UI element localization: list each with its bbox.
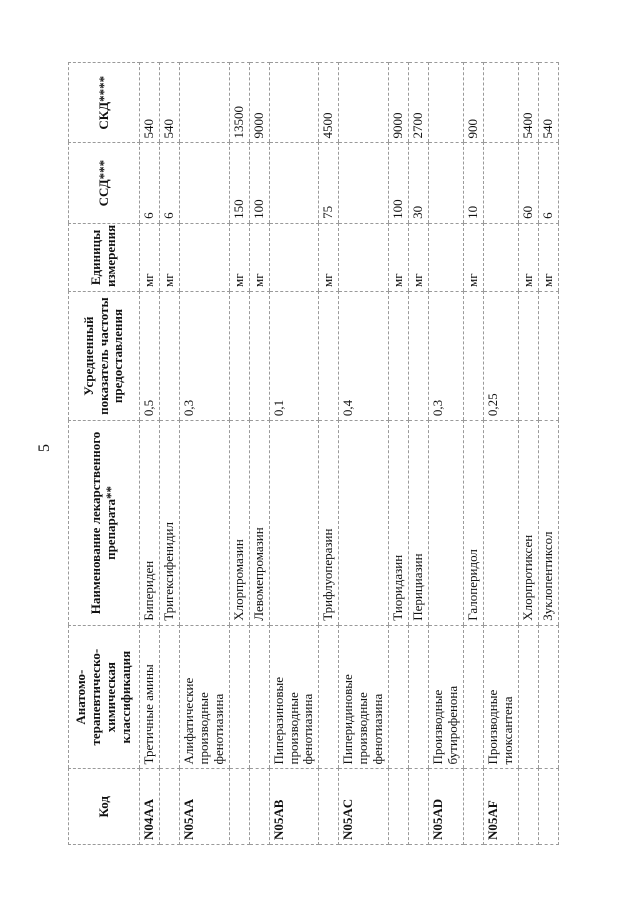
cell-code [249, 769, 269, 845]
table-header-row [69, 63, 140, 845]
cell-unit: мг [319, 223, 339, 291]
cell-frequency [319, 292, 339, 421]
cell-frequency [518, 292, 538, 421]
cell-ssd: 100 [249, 143, 269, 223]
cell-drug: Тиоридазин [389, 421, 409, 626]
cell-code [518, 769, 538, 845]
header-skd: СКД**** [69, 63, 140, 143]
cell-ssd [339, 143, 389, 223]
cell-drug: Хлорпромазин [229, 421, 249, 626]
table-row [179, 63, 229, 845]
cell-unit: мг [463, 223, 483, 291]
cell-class: Производные бутирофенона [429, 625, 464, 769]
cell-code [463, 769, 483, 845]
cell-skd: 9000 [389, 63, 409, 143]
cell-class [409, 625, 429, 769]
table-row [229, 63, 249, 845]
cell-frequency [463, 292, 483, 421]
cell-class [159, 625, 179, 769]
cell-code: N05AA [179, 769, 229, 845]
drug-table [68, 62, 559, 845]
cell-frequency [389, 292, 409, 421]
cell-class [229, 625, 249, 769]
cell-unit: мг [140, 223, 160, 291]
cell-ssd: 6 [140, 143, 160, 223]
cell-drug: Левомепромазин [249, 421, 269, 626]
cell-class: Алифатические производные фенотиазина [179, 625, 229, 769]
cell-skd: 900 [463, 63, 483, 143]
cell-ssd [429, 143, 464, 223]
cell-ssd [179, 143, 229, 223]
table-row [538, 63, 558, 845]
cell-unit [269, 223, 319, 291]
cell-skd: 540 [538, 63, 558, 143]
cell-skd: 9000 [249, 63, 269, 143]
cell-class: Пиперидиновые производные фенотиазина [339, 625, 389, 769]
table-row [269, 63, 319, 845]
header-ssd: ССД*** [69, 143, 140, 223]
cell-skd: 13500 [229, 63, 249, 143]
cell-skd [269, 63, 319, 143]
cell-ssd: 6 [159, 143, 179, 223]
cell-class [319, 625, 339, 769]
cell-frequency: 0,25 [483, 292, 518, 421]
cell-unit [429, 223, 464, 291]
cell-frequency [249, 292, 269, 421]
cell-class [389, 625, 409, 769]
cell-code [538, 769, 558, 845]
cell-code: N05AF [483, 769, 518, 845]
cell-class [463, 625, 483, 769]
cell-class [518, 625, 538, 769]
cell-drug [483, 421, 518, 626]
cell-code: N05AC [339, 769, 389, 845]
cell-class [538, 625, 558, 769]
cell-ssd [269, 143, 319, 223]
table-row [463, 63, 483, 845]
cell-skd [339, 63, 389, 143]
cell-frequency: 0,3 [429, 292, 464, 421]
cell-code [389, 769, 409, 845]
table-row [159, 63, 179, 845]
cell-drug: Галоперидол [463, 421, 483, 626]
cell-drug: Тригексифенидил [159, 421, 179, 626]
cell-frequency [409, 292, 429, 421]
cell-ssd: 30 [409, 143, 429, 223]
header-unit: Единицы измерения [69, 223, 140, 291]
cell-unit: мг [159, 223, 179, 291]
cell-drug: Зуклопентиксол [538, 421, 558, 626]
cell-skd [179, 63, 229, 143]
cell-drug [339, 421, 389, 626]
cell-skd: 4500 [319, 63, 339, 143]
cell-drug: Бипериден [140, 421, 160, 626]
cell-frequency [229, 292, 249, 421]
table-row [409, 63, 429, 845]
cell-unit: мг [389, 223, 409, 291]
cell-class: Третичные амины [140, 625, 160, 769]
table-row [389, 63, 409, 845]
table-row [249, 63, 269, 845]
cell-skd: 2700 [409, 63, 429, 143]
cell-class: Пиперазиновые производные фенотиазина [269, 625, 319, 769]
table-row [429, 63, 464, 845]
header-classification: Анатомо-терапевтическо-химическая классификация [69, 625, 140, 769]
cell-unit: мг [538, 223, 558, 291]
cell-drug: Трифлуоперазин [319, 421, 339, 626]
cell-unit [339, 223, 389, 291]
cell-unit: мг [409, 223, 429, 291]
cell-ssd [483, 143, 518, 223]
cell-drug [179, 421, 229, 626]
cell-code: N04AA [140, 769, 160, 845]
cell-frequency: 0,1 [269, 292, 319, 421]
header-drug: Наименование лекарственного препарата** [69, 421, 140, 626]
cell-frequency: 0,4 [339, 292, 389, 421]
drug-table-container [68, 62, 558, 845]
table-row [319, 63, 339, 845]
table-row [518, 63, 538, 845]
table-row [339, 63, 389, 845]
cell-code: N05AB [269, 769, 319, 845]
cell-ssd: 100 [389, 143, 409, 223]
cell-drug: Хлорпротиксен [518, 421, 538, 626]
cell-unit: мг [249, 223, 269, 291]
cell-code [229, 769, 249, 845]
cell-code [319, 769, 339, 845]
cell-ssd: 6 [538, 143, 558, 223]
cell-ssd: 10 [463, 143, 483, 223]
cell-skd: 540 [159, 63, 179, 143]
cell-drug [269, 421, 319, 626]
cell-skd: 5400 [518, 63, 538, 143]
cell-class: Производные тиоксантена [483, 625, 518, 769]
cell-code [409, 769, 429, 845]
table-row [140, 63, 160, 845]
cell-frequency [159, 292, 179, 421]
cell-unit: мг [518, 223, 538, 291]
table-row [483, 63, 518, 845]
cell-frequency: 0,5 [140, 292, 160, 421]
cell-class [249, 625, 269, 769]
header-frequency: Усредненный показатель частоты предоставления [69, 292, 140, 421]
header-code: Код [69, 769, 140, 845]
cell-code [159, 769, 179, 845]
cell-code: N05AD [429, 769, 464, 845]
cell-skd [483, 63, 518, 143]
cell-ssd: 150 [229, 143, 249, 223]
cell-unit [179, 223, 229, 291]
cell-frequency [538, 292, 558, 421]
cell-skd: 540 [140, 63, 160, 143]
cell-drug [429, 421, 464, 626]
cell-ssd: 75 [319, 143, 339, 223]
cell-ssd: 60 [518, 143, 538, 223]
cell-skd [429, 63, 464, 143]
cell-unit [483, 223, 518, 291]
cell-frequency: 0,3 [179, 292, 229, 421]
cell-drug: Перициазин [409, 421, 429, 626]
page-number: 5 [36, 444, 53, 452]
cell-unit: мг [229, 223, 249, 291]
